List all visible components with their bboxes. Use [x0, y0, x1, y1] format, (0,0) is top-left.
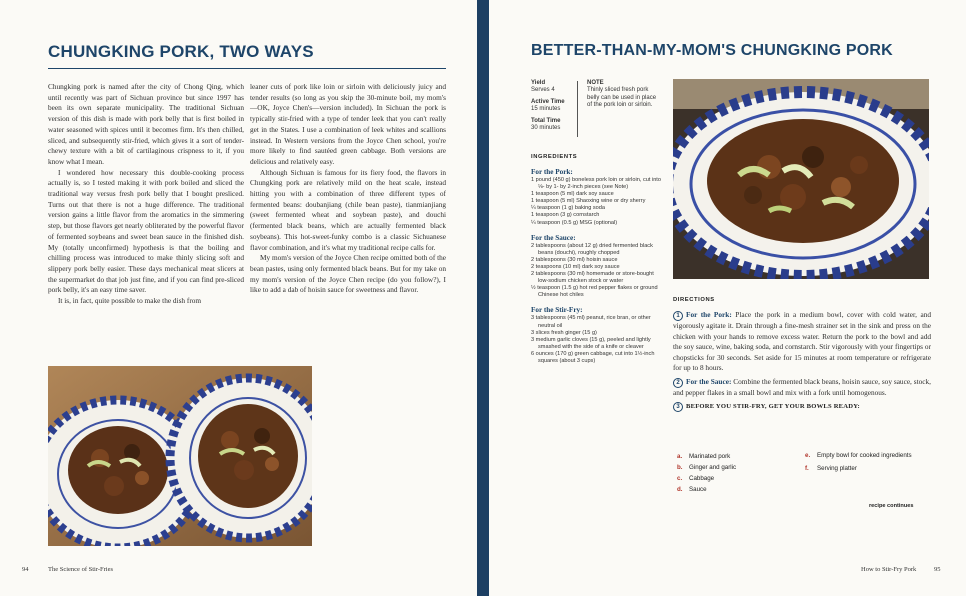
meta-label: Total Time	[531, 117, 561, 124]
direction-step	[673, 377, 931, 399]
right-page	[489, 0, 966, 596]
paragraph: Chungking pork is named after the city of Chong Qing, which until recently was part of Sichuan province but since 1997 has been its own separate municipality. The traditional Sichuan version of this dish is made with pork belly that is first boiled in water seasoned with spices until it becomes firm. It's then chilled, sliced, and subsequently stir-fried, which gives it a sort of tender-chewy texture with a bit of cartilaginous crispness to it, if you know what I mean.	[48, 82, 244, 166]
bowl-item	[677, 462, 807, 473]
bowl-item	[677, 484, 807, 495]
two-bowls-photo	[48, 366, 312, 546]
step-number: 3	[673, 402, 683, 412]
paragraph: I wondered how necessary this double-cooking process actually is, so I tested making it with pork boiled and sliced the traditional way versus fresh pork belly that I bought presliced. Turns out that there is not a huge difference. The traditional version gains a little flavor from the aromatics in the simmering step, but those flavors get nearly obliterated by the powerful flavor of fermented soybeans and sweet bean sauce in the finished dish. My (totally unconfirmed) hypothesis is that the boiling and chilling process was introduced to make thinly slicing soft and slippery pork belly easier. These days mechanical meat slicers at the supermarket do that job just fine, and if you can find pre-sliced pork belly, it's an easy time saver.	[48, 167, 244, 295]
directions-heading: DIRECTIONS	[673, 297, 715, 303]
step-text: Combine the fermented black beans, hoisin sauce, soy sauce, stock, and pepper flakes in a small bowl and mix with a fork until homogenous.	[673, 376, 931, 397]
ingredient-group	[531, 305, 663, 365]
bowl-text: Ginger and garlic	[689, 464, 737, 471]
meta-value: 15 minutes	[531, 106, 561, 113]
title-rule	[48, 68, 446, 69]
paragraph: My mom's version of the Joyce Chen recipe omitted both of the bean pastes, using only fermented black beans. But for my take on my mom's version of the Joyce Chen recipe (do you follow?), I like to add a dab of hoisin sauce for sweetness and flavor.	[250, 253, 446, 295]
ingredient-item: 2 tablespoons (about 12 g) dried fermented black beans (douchi), roughly chopped	[531, 242, 653, 256]
paragraph: It is, in fact, quite possible to make the dish from	[58, 296, 202, 306]
ingredient-item: 6 ounces (170 g) green cabbage, cut into 1½-inch squares (about 3 cups)	[531, 350, 655, 364]
bowl-text: Sauce	[689, 486, 707, 493]
ingredient-item: ¼ teaspoon (1 g) baking soda	[531, 205, 606, 212]
bowls-column	[805, 451, 927, 474]
ingredient-item: 2 tablespoons (30 ml) homemade or store-bought low-sodium chicken stock or water	[531, 271, 654, 285]
step-text: Place the pork in a medium bowl, cover with cold water, and vigorously agitate it. Drain through a fine-mesh strainer set in the sink and press on the chicken with your hands to remove excess water. Return the pork to the bowl and add the soy sauce, wine, baking soda, and cornstarch. Stir vigorously with your fingertips or chopsticks for 30 seconds. Set aside for 15 minutes at room temperature or refrigerate for up to 8 hours.	[673, 310, 932, 372]
bowl-letter: e.	[805, 452, 811, 459]
page-number: 95	[934, 566, 941, 573]
meta-divider	[577, 81, 578, 137]
direction-step	[673, 401, 931, 413]
bowl-item	[677, 451, 807, 462]
directions	[673, 310, 931, 416]
bowl-text: Serving platter	[817, 464, 857, 472]
paragraph: Although Sichuan is famous for its fiery food, the flavors in Chungking pork are relatively mild on the heat scale, instead hitting you with a combination of three different types of fermented beans: doubanjiang (chile bean paste), tianmianjiang (sweet fermented wheat and soybean paste), and douchi (fermented black beans, which are actually fermented black soybeans). This hot-sweet-funky combo is a classic Sichuanese flavor combination, and it's what my traditional recipe calls for.	[250, 167, 446, 252]
recipe-continues: recipe continues	[869, 503, 914, 509]
ingredient-item: 1 teaspoon (5 ml) Shaoxing wine or dry sherry	[531, 198, 646, 205]
ingredient-group-heading: For the Stir-Fry:	[531, 306, 583, 315]
ingredient-item: ¼ teaspoon (0.5 g) MSG (optional)	[531, 219, 618, 226]
two-bowls-illustration	[48, 366, 312, 546]
right-page-title: BETTER-THAN-MY-MOM'S CHUNGKING PORK	[531, 42, 893, 59]
meta-label: Yield	[531, 80, 546, 86]
bowl-letter: a.	[677, 453, 683, 460]
book-spine	[477, 0, 489, 596]
chungking-pork-photo	[673, 79, 929, 279]
meta-value: Serves 4	[531, 87, 555, 94]
ingredient-item: 2 tablespoons (30 ml) hoisin sauce	[531, 256, 618, 263]
note-label: NOTE	[587, 80, 604, 86]
left-column-2	[250, 82, 446, 296]
bowl-item	[677, 473, 807, 484]
running-head: The Science of Stir-Fries	[48, 566, 114, 573]
ingredient-item: 1 teaspoon (3 g) cornstarch	[531, 212, 600, 219]
step-number: 1	[673, 311, 683, 321]
bowl-text: Cabbage	[689, 475, 715, 482]
meta-value: 30 minutes	[531, 125, 561, 132]
step-lead: For the Sauce:	[686, 376, 732, 386]
bowl-text: Empty bowl for cooked ingredients	[817, 452, 912, 459]
meta-item	[531, 80, 576, 95]
ingredients-list	[531, 167, 663, 371]
bowl-letter: d.	[677, 486, 683, 493]
bowl-item	[805, 451, 927, 461]
ingredients-heading: INGREDIENTS	[531, 154, 578, 160]
left-page-title: CHUNGKING PORK, TWO WAYS	[48, 42, 314, 61]
running-head: How to Stir-Fry Pork	[861, 566, 917, 573]
ingredient-group-heading: For the Pork:	[531, 168, 573, 176]
ingredient-item: ½ teaspoon (1.5 g) hot red pepper flakes or ground Chinese hot chiles	[531, 285, 658, 299]
ingredient-item: 1 pound (450 g) boneless pork loin or sirloin, cut into ⅛- by 1- by 2-inch pieces (see Note)	[531, 177, 661, 191]
bowl-letter: c.	[677, 475, 683, 482]
bowl-item	[805, 463, 927, 474]
ingredient-group	[531, 233, 663, 300]
ingredient-item: 3 medium garlic cloves (15 g), peeled and lightly smashed with the side of a knife or cleaver	[531, 336, 651, 350]
bowl-letter: f.	[805, 464, 809, 472]
bowl-letter: b.	[677, 464, 683, 471]
left-column-1	[48, 82, 244, 307]
direction-step	[673, 310, 931, 374]
ingredient-item: 3 slices fresh ginger (15 g)	[531, 329, 597, 336]
recipe-note	[587, 80, 659, 110]
paragraph: leaner cuts of pork like loin or sirloin with deliciously juicy and tender results (so long as you skip the 30-minute boil, my mom's—OK, Joyce Chen's—version included). In Sichuan the pork is typically stir-fried with a type of tender leek that you can't really get in the States. I use a combination of leek whites and scallions instead. In Western versions from the Joyce Chen school, you're more likely to find sautéed green cabbage. Both versions are delicious and relatively easy.	[250, 82, 446, 166]
meta-label: Active Time	[531, 98, 565, 105]
recipe-meta	[531, 80, 576, 132]
step-lead: BEFORE YOU STIR-FRY, GET YOUR BOWLS READY:	[686, 403, 860, 410]
step-lead: For the Pork:	[686, 310, 732, 319]
page-number: 94	[22, 566, 29, 573]
meta-item	[531, 99, 576, 114]
ingredient-item: 1 teaspoon (5 ml) dark soy sauce	[531, 191, 614, 198]
ingredient-group	[531, 167, 663, 227]
ingredient-item: 3 tablespoons (45 ml) peanut, rice bran, or other neutral oil	[531, 315, 651, 329]
chungking-pork-illustration	[673, 79, 929, 279]
ingredient-item: 2 teaspoons (10 ml) dark soy sauce	[531, 263, 620, 270]
ingredient-group-heading: For the Sauce:	[531, 233, 576, 242]
bowls-column	[677, 451, 807, 495]
left-page	[0, 0, 477, 596]
note-text: Thinly sliced fresh pork belly can be used in place of the pork loin or sirloin.	[587, 87, 657, 109]
step-number: 2	[673, 378, 683, 388]
bowl-text: Marinated pork	[689, 453, 731, 460]
meta-item	[531, 118, 576, 133]
